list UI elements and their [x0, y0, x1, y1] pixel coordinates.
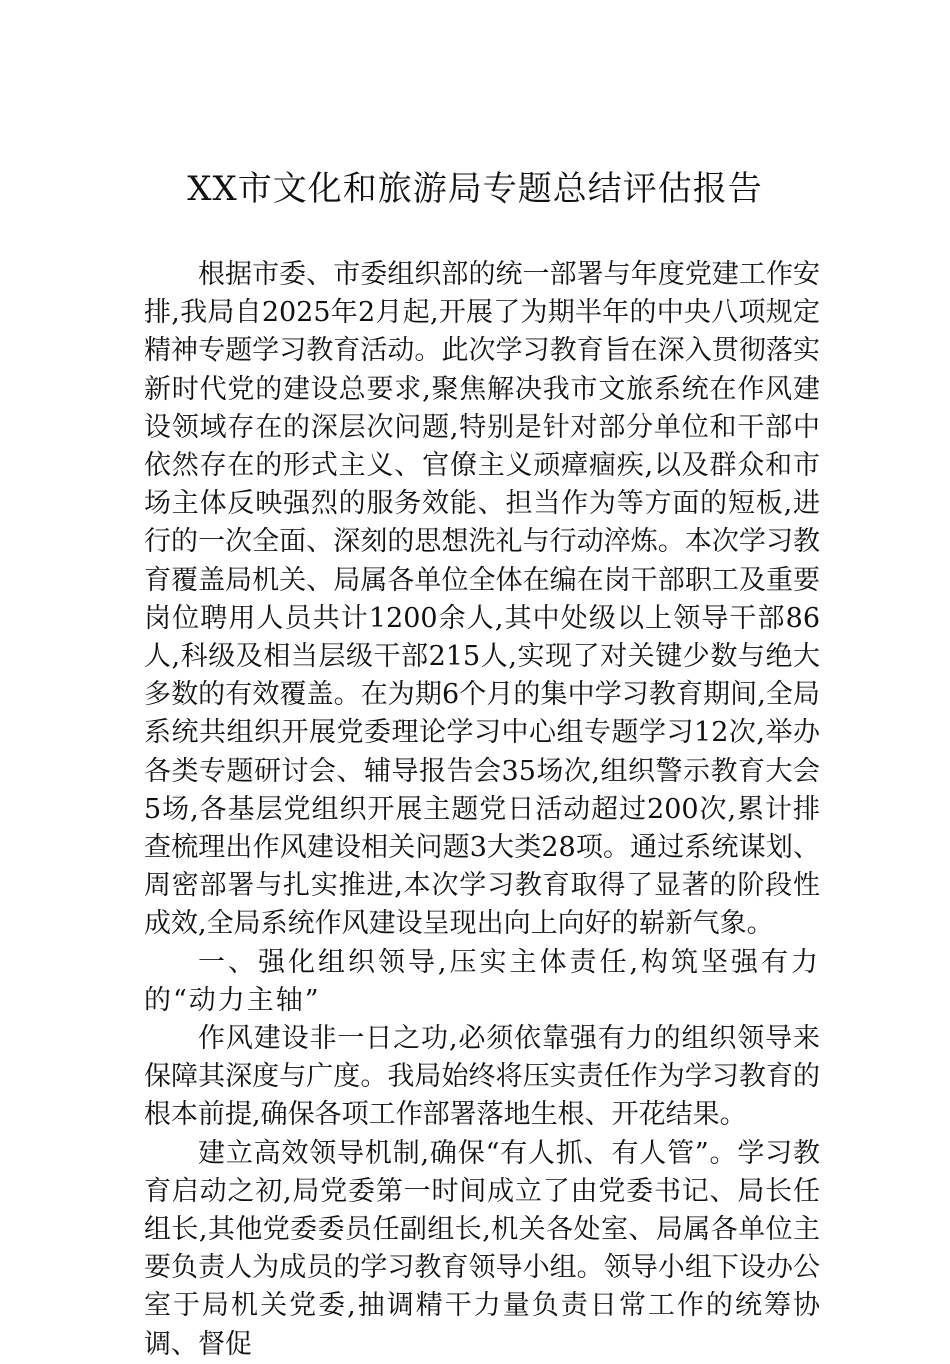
paragraph-section-1-intro: 作风建设非一日之功,必须依靠强有力的组织领导来保障其深度与广度。我局始终将压实责任作为学习教育的根本前提,确保各项工作部署落地生根、开花结果。	[144, 1023, 820, 1131]
document-body	[144, 256, 820, 1364]
paragraph-leadership-mechanism: 建立高效领导机制,确保“有人抓、有人管”。学习教育启动之初,局党委第一时间成立了由党委书记、局长任组长,其他党委委员任副组长,机关各处室、局属各单位主要负责人为成员的学习教育领导小组。领导小组下设办公室于局机关党委,抽调精干力量负责日常工作的统筹协调、督促	[144, 1137, 820, 1360]
section-heading-1: 一、强化组织领导,压实主体责任,构筑坚强有力的“动力主轴”	[144, 946, 820, 1016]
paragraph-intro: 根据市委、市委组织部的统一部署与年度党建工作安排,我局自2025年2月起,开展了为期半年的中央八项规定精神专题学习教育活动。此次学习教育旨在深入贯彻落实新时代党的建设总要求,聚焦解决我市文旅系统在作风建设领域存在的深层次问题,特别是针对部分单位和干部中依然存在的形式主义、官僚主义顽瘴痼疾,以及群众和市场主体反映强烈的服务效能、担当作为等方面的短板,进行的一次全面、深刻的思想洗礼与行动淬炼。本次学习教育覆盖局机关、局属各单位全体在编在岗干部职工及重要岗位聘用人员共计1200余人,其中处级以上领导干部86人,科级及相当层级干部215人,实现了对关键少数与绝大多数的有效覆盖。在为期6个月的集中学习教育期间,全局系统共组织开展党委理论学习中心组专题学习12次,举办各类专题研讨会、辅导报告会35场次,组织警示教育大会5场,各基层党组织开展主题党日活动超过200次,累计排查梳理出作风建设相关问题3大类28项。通过系统谋划、周密部署与扎实推进,本次学习教育取得了显著的阶段性成效,全局系统作风建设呈现出向上向好的崭新气象。	[144, 259, 820, 940]
document-title: XX市文化和旅游局专题总结评估报告	[187, 169, 763, 209]
